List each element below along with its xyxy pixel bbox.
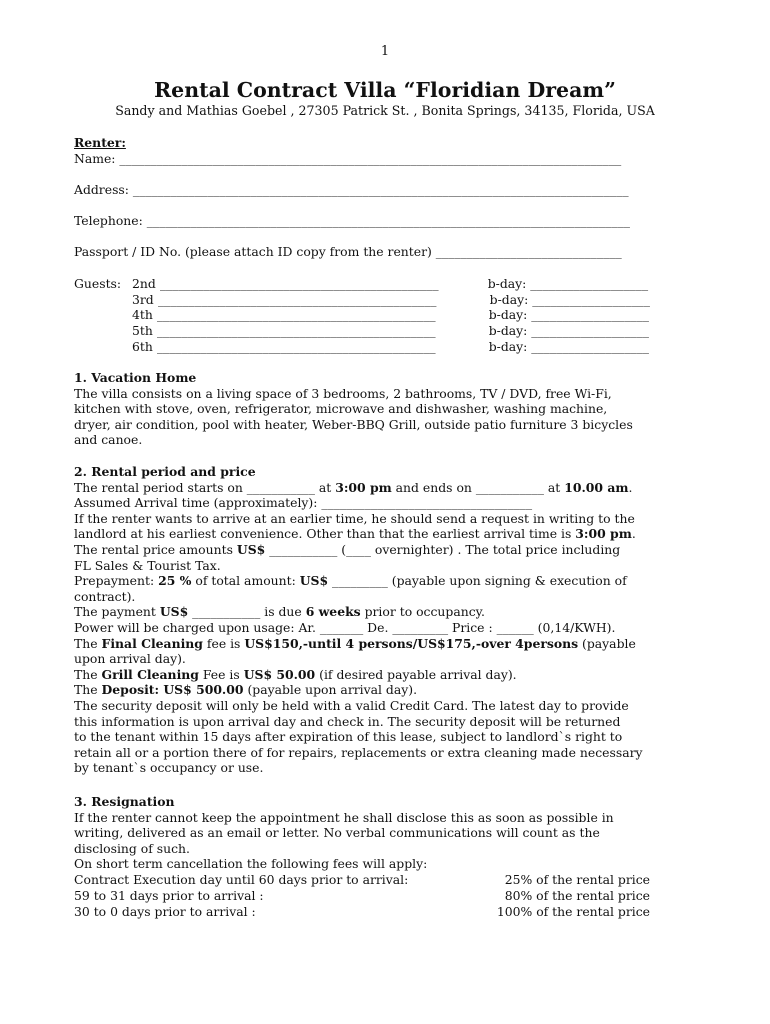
guest-row[interactable] — [132, 276, 648, 292]
guest-ordinal: 3rd — [132, 292, 154, 307]
guest-bday-blank[interactable]: b-day: ___________________ — [487, 276, 649, 291]
rental-period-line: The rental period starts on ___________ at 3:00 pm and ends on ___________ at 10.00 am. — [74, 479, 633, 495]
renter-telephone-field[interactable]: Telephone: ______________________________________________________________________________ — [74, 213, 630, 228]
guest-bday-blank[interactable]: b-day: ___________________ — [485, 292, 650, 307]
cancellation-fee-row — [74, 872, 650, 888]
fee-period: Contract Execution day until 60 days prior to arrival: — [74, 872, 409, 887]
guest-name-blank[interactable]: _____________________________________________ — [156, 339, 436, 354]
fee-amount: 80% of the rental price — [504, 888, 650, 903]
fee-amount: 100% of the rental price — [496, 904, 650, 919]
renter-passport-field[interactable]: Passport / ID No. (please attach ID copy from the renter) ______________________________ — [74, 244, 622, 259]
guest-row[interactable] — [132, 323, 649, 339]
guest-name-blank[interactable]: _____________________________________________ — [159, 276, 439, 291]
fee-period: 59 to 31 days prior to arrival : — [74, 888, 264, 903]
paragraph-line: dryer, air condition, pool with heater, Weber-BBQ Grill, outside patio furniture 3 bicycles — [74, 416, 633, 432]
guest-ordinal: 2nd — [132, 276, 156, 291]
payment-line: The payment US$ ___________ is due 6 weeks prior to occupancy. — [74, 604, 485, 620]
renter-heading: Renter: — [74, 135, 126, 150]
paragraph-line: to the tenant within 15 days after expiration of this lease, subject to landlord`s right to — [74, 729, 623, 745]
guest-name-blank[interactable]: _____________________________________________ — [156, 323, 436, 338]
guest-ordinal: 4th — [132, 307, 153, 322]
section-rental-period — [74, 464, 704, 776]
paragraph-line: retain all or a portion there of for repairs, replacements or extra cleaning made necessary — [74, 744, 643, 760]
prepayment-line: Prepayment: 25 % of total amount: US$ _________ (payable upon signing & execution of — [74, 573, 627, 589]
guest-bday-blank[interactable]: b-day: ___________________ — [484, 339, 649, 354]
guest-bday-blank[interactable]: b-day: ___________________ — [484, 323, 649, 338]
guest-ordinal: 5th — [132, 323, 153, 338]
fee-amount: 25% of the rental price — [504, 872, 650, 887]
guest-ordinal: 6th — [132, 339, 153, 354]
paragraph-line: On short term cancellation the following fees will apply: — [74, 856, 428, 872]
landlord-address: Sandy and Mathias Goebel , 27305 Patrick St. , Bonita Springs, 34135, Florida, USA — [115, 103, 655, 118]
guest-row[interactable] — [132, 292, 650, 308]
paragraph-line: disclosing of such. — [74, 840, 190, 856]
page-number: 1 — [380, 44, 390, 59]
paragraph-line: landlord at his earliest convenience. Other than that the earliest arrival time is 3:00 pm. — [74, 526, 636, 542]
paragraph-line: this information is upon arrival day and check in. The security deposit will be returned — [74, 713, 621, 729]
guest-row[interactable] — [132, 307, 649, 323]
power-line: Power will be charged upon usage: Ar. _______ De. _________ Price : ______ (0,14/KWH). — [74, 619, 616, 635]
guest-row[interactable] — [132, 339, 649, 355]
paragraph-line: upon arrival day). — [74, 651, 186, 667]
rental-price-line: The rental price amounts US$ ___________ (____ overnighter) . The total price including — [74, 541, 621, 557]
guest-name-blank[interactable]: _____________________________________________ — [156, 307, 436, 322]
document-title: Rental Contract Villa “Floridian Dream” — [154, 78, 616, 102]
cancellation-fee-row — [74, 888, 650, 904]
section-heading: 3. Resignation — [74, 794, 175, 809]
paragraph-line: kitchen with stove, oven, refrigerator, microwave and dishwasher, washing machine, — [74, 401, 608, 417]
renter-name-field[interactable]: Name: _________________________________________________________________________________ — [74, 151, 622, 166]
paragraph-line: by tenant`s occupancy or use. — [74, 760, 264, 776]
section-heading: 2. Rental period and price — [74, 464, 256, 479]
paragraph-line: and canoe. — [74, 432, 143, 448]
paragraph-line: writing, delivered as an email or letter. No verbal communications will count as the — [74, 825, 600, 841]
section-vacation-home — [74, 370, 704, 448]
fee-period: 30 to 0 days prior to arrival : — [74, 904, 256, 919]
renter-address-field[interactable]: Address: ________________________________________________________________________________ — [74, 182, 629, 197]
section-heading: 1. Vacation Home — [74, 370, 197, 385]
cancellation-fee-row — [74, 904, 650, 920]
section-resignation — [74, 794, 704, 872]
paragraph-line: FL Sales & Tourist Tax. — [74, 557, 221, 573]
final-cleaning-line: The Final Cleaning fee is US$150,-until 4 persons/US$175,-over 4persons (payable — [74, 635, 636, 651]
deposit-line: The Deposit: US$ 500.00 (payable upon arrival day). — [74, 682, 418, 698]
paragraph-line: The security deposit will only be held with a valid Credit Card. The latest day to provide — [74, 697, 629, 713]
guest-name-blank[interactable]: _____________________________________________ — [157, 292, 437, 307]
paragraph-line: The villa consists on a living space of 3 bedrooms, 2 bathrooms, TV / DVD, free Wi-Fi, — [74, 385, 612, 401]
paragraph-line: If the renter cannot keep the appointment he shall disclose this as soon as possible in — [74, 809, 614, 825]
guest-bday-blank[interactable]: b-day: ___________________ — [484, 307, 649, 322]
paragraph-line: contract). — [74, 588, 136, 604]
arrival-time-line[interactable]: Assumed Arrival time (approximately): __________________________________ — [74, 495, 533, 511]
grill-cleaning-line: The Grill Cleaning Fee is US$ 50.00 (if desired payable arrival day). — [74, 666, 517, 682]
guests-label: Guests: — [74, 276, 122, 291]
paragraph-line: If the renter wants to arrive at an earlier time, he should send a request in writing to the — [74, 510, 635, 526]
